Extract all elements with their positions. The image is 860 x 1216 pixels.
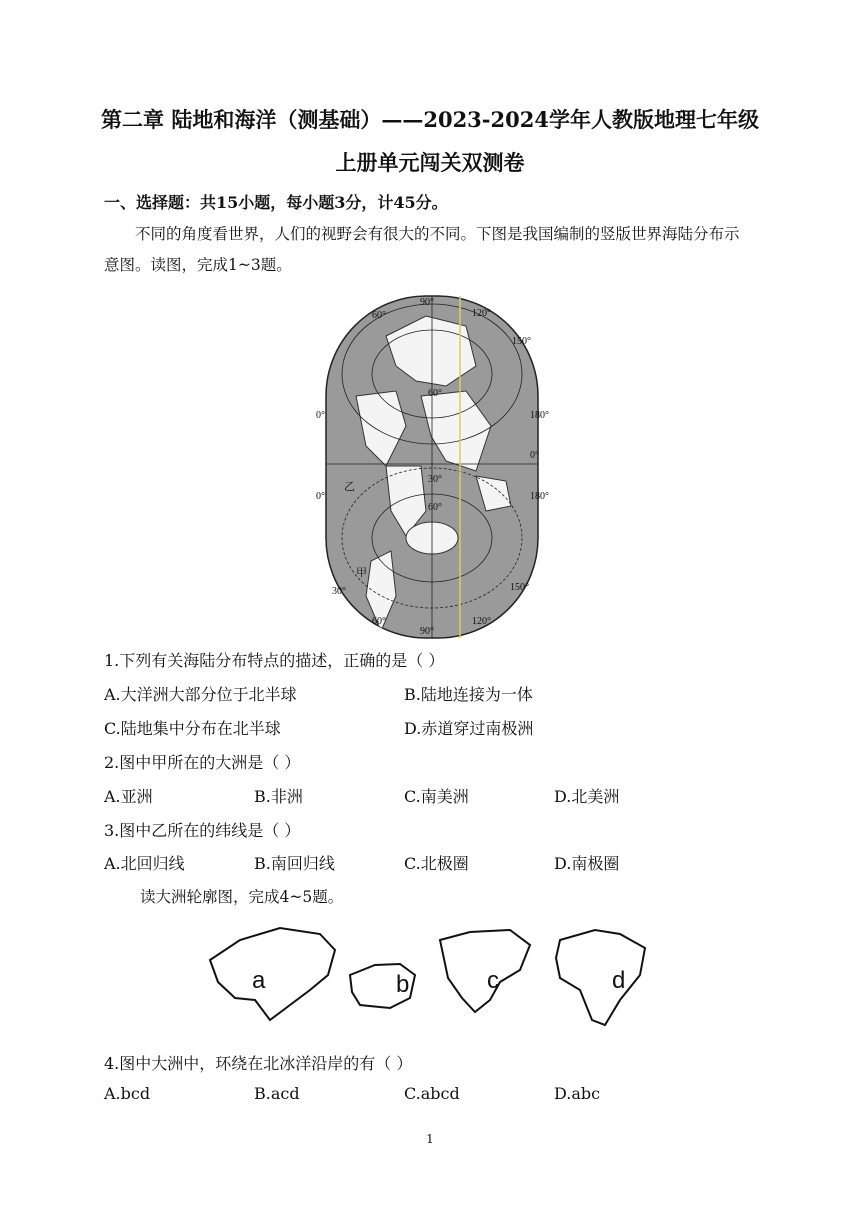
map-label: 60° — [428, 502, 442, 513]
question-4-option-c: C.abcd — [404, 1084, 460, 1103]
continent-africa-outline — [556, 930, 645, 1025]
map-label: 180° — [530, 410, 549, 421]
question-3-option-a: A.北回归线 — [104, 854, 185, 873]
doc-title-line1: 第二章 陆地和海洋（测基础）——2023-2024学年人教版地理七年级 — [101, 107, 759, 132]
question-1-option-c: C.陆地集中分布在北半球 — [104, 719, 281, 738]
question-2-option-d: D.北美洲 — [554, 787, 620, 806]
map-label: 60° — [428, 388, 442, 399]
continent-letter: d — [612, 967, 626, 994]
map-label: 180° — [530, 491, 549, 502]
question-1-stem: 1.下列有关海陆分布特点的描述，正确的是（ ） — [104, 651, 445, 670]
question-3-option-d: D.南极圈 — [554, 854, 620, 873]
question-2-stem: 2.图中甲所在的大洲是（ ） — [104, 753, 301, 772]
question-4-option-b: B.acd — [254, 1084, 300, 1103]
map-label: 0° — [316, 410, 325, 421]
continent-letter: a — [252, 967, 266, 994]
map-label-jia: 甲 — [356, 567, 367, 579]
map-label: 60° — [372, 310, 386, 321]
question-4-option-a: A.bcd — [104, 1084, 151, 1103]
world-map-vertical — [316, 296, 549, 638]
map-label: 150° — [510, 582, 529, 593]
question-3-option-b: B.南回归线 — [254, 854, 335, 873]
doc-title-line2: 上册单元闯关双测卷 — [335, 150, 525, 175]
map-label: 150° — [512, 336, 531, 347]
map-label: 30° — [332, 586, 346, 597]
question-1-option-d: D.赤道穿过南极洲 — [404, 719, 534, 738]
page-number: 1 — [426, 1132, 434, 1146]
question-3-stem: 3.图中乙所在的纬线是（ ） — [104, 821, 301, 840]
question-1-option-b: B.陆地连接为一体 — [404, 685, 533, 704]
continent-asia-outline — [210, 928, 335, 1020]
map-label: 90° — [420, 626, 434, 637]
intro-paragraph-2: 读大洲轮廓图，完成4~5题。 — [140, 888, 344, 906]
intro-paragraph-1: 不同的角度看世界，人们的视野会有很大的不同。下图是我国编制的竖版世界海陆分布示意图。读图，完成1~3题。 — [104, 225, 740, 274]
map-label: 90° — [420, 297, 434, 308]
continent-letter: c — [487, 967, 499, 994]
continent-letter: b — [396, 971, 410, 998]
continent-outlines-figure — [200, 920, 660, 1036]
question-2-option-a: A.亚洲 — [104, 787, 153, 806]
question-4-option-d: D.abc — [554, 1084, 601, 1103]
map-label: 30° — [428, 474, 442, 485]
question-4-stem: 4.图中大洲中，环绕在北冰洋沿岸的有（ ） — [104, 1054, 413, 1073]
section-heading: 一、选择题：共15小题，每小题3分，计45分。 — [104, 193, 448, 212]
question-2-option-b: B.非洲 — [254, 787, 303, 806]
question-1-option-a: A.大洋洲大部分位于北半球 — [104, 685, 297, 704]
continent-north-america-outline — [440, 930, 530, 1012]
map-label: 0° — [316, 491, 325, 502]
question-3-option-c: C.北极圈 — [404, 854, 469, 873]
map-label-yi: 乙 — [344, 481, 355, 493]
map-label: 120° — [472, 308, 491, 319]
question-2-option-c: C.南美洲 — [404, 787, 469, 806]
map-label: 60° — [372, 616, 386, 627]
map-label: 120° — [472, 616, 491, 627]
map-label: 0° — [530, 450, 539, 461]
